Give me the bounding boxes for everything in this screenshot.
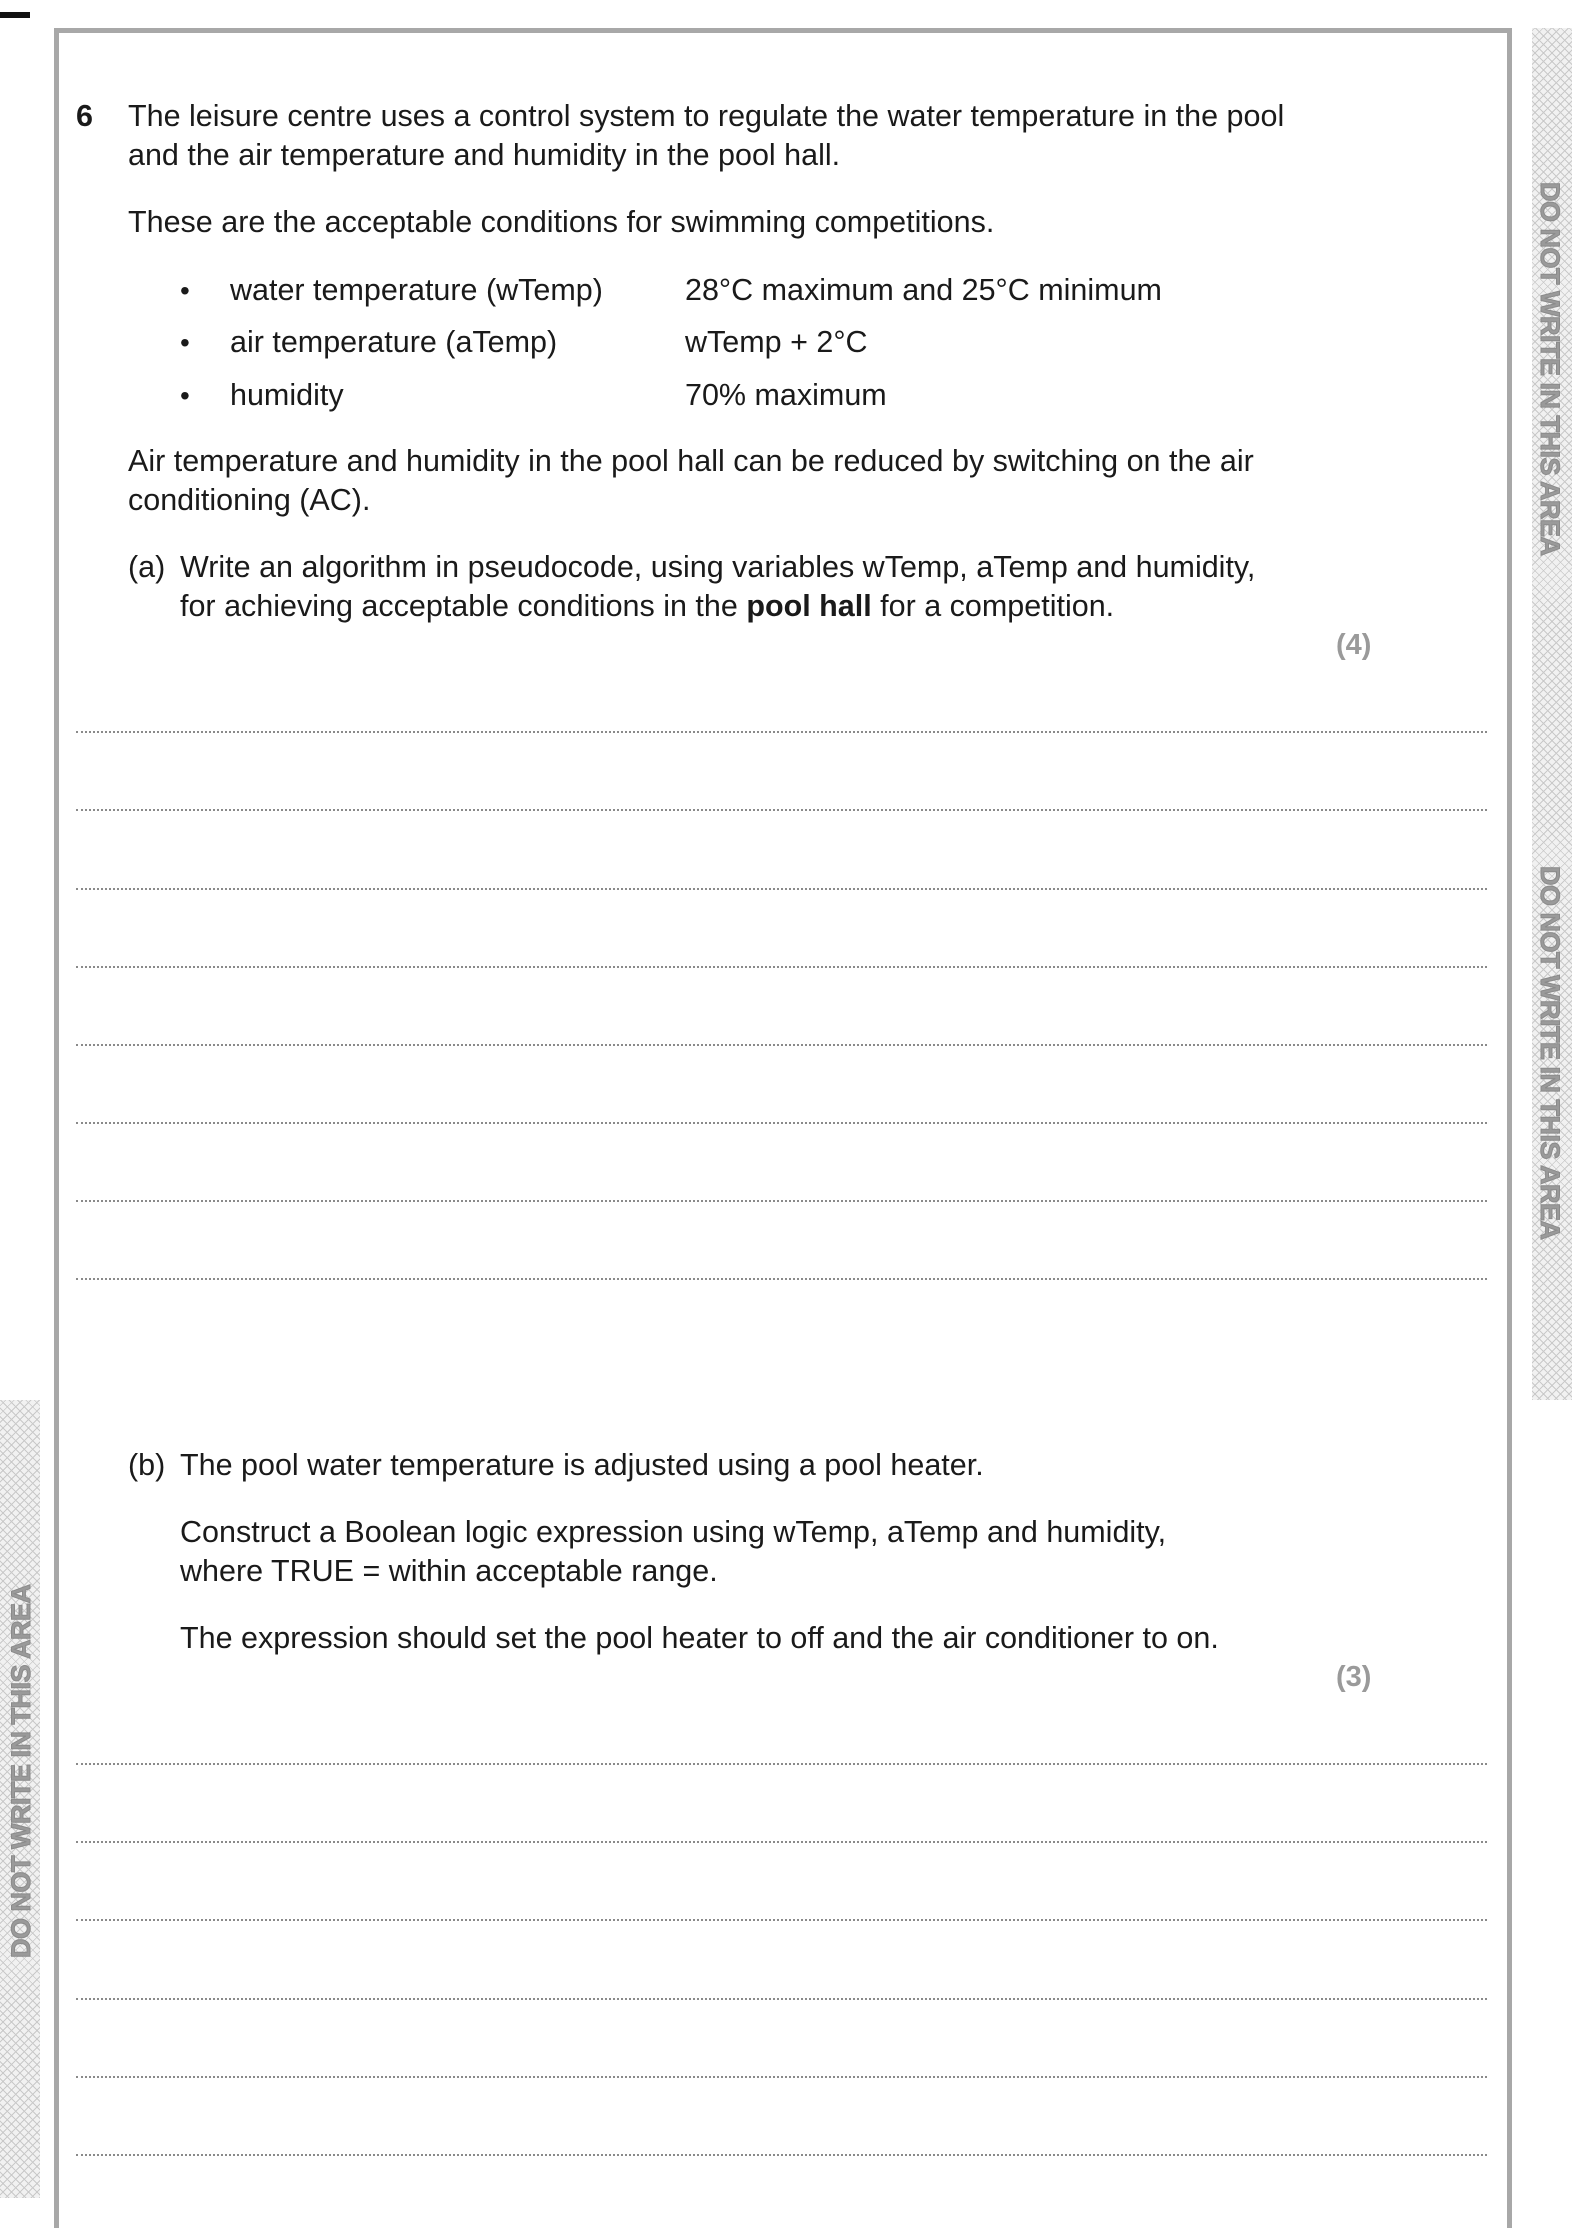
answer-line-a2[interactable] bbox=[76, 809, 1487, 811]
answer-line-a3[interactable] bbox=[76, 888, 1487, 890]
answer-line-a4[interactable] bbox=[76, 966, 1487, 968]
bullet-2: • bbox=[180, 327, 190, 358]
part-b-line4: The expression should set the pool heater to off and the air conditioner to on. bbox=[180, 1621, 1219, 1655]
part-b-line3: where TRUE = within acceptable range. bbox=[180, 1554, 718, 1588]
answer-line-a8[interactable] bbox=[76, 1278, 1487, 1280]
ac-line1: Air temperature and humidity in the pool hall can be reduced by switching on the air bbox=[128, 444, 1254, 478]
answer-line-b4[interactable] bbox=[76, 1998, 1487, 2000]
answer-line-b2[interactable] bbox=[76, 1841, 1487, 1843]
part-a-line1: Write an algorithm in pseudocode, using variables wTemp, aTemp and humidity, bbox=[180, 550, 1256, 584]
question-number: 6 bbox=[76, 99, 93, 133]
condition-value-3: 70% maximum bbox=[685, 378, 887, 412]
question-intro-line1: The leisure centre uses a control system to regulate the water temperature in the pool bbox=[128, 99, 1285, 133]
registration-mark bbox=[0, 12, 30, 18]
margin-notice-right-top: DO NOT WRITE IN THIS AREA bbox=[1535, 182, 1565, 556]
part-a-label: (a) bbox=[128, 550, 166, 584]
answer-line-b6[interactable] bbox=[76, 2154, 1487, 2156]
condition-label-1: water temperature (wTemp) bbox=[230, 273, 603, 307]
conditions-intro: These are the acceptable conditions for swimming competitions. bbox=[128, 205, 995, 239]
condition-value-1: 28°C maximum and 25°C minimum bbox=[685, 273, 1162, 307]
part-b-marks: (3) bbox=[1336, 1661, 1372, 1693]
part-a-line2 bbox=[180, 587, 1114, 626]
answer-line-a5[interactable] bbox=[76, 1044, 1487, 1046]
condition-label-3: humidity bbox=[230, 378, 344, 412]
margin-notice-right-bottom: DO NOT WRITE IN THIS AREA bbox=[1535, 866, 1565, 1240]
part-a-marks: (4) bbox=[1336, 629, 1372, 661]
question-intro-line2: and the air temperature and humidity in the pool hall. bbox=[128, 138, 841, 172]
part-a-line2-end: for a competition. bbox=[871, 589, 1115, 623]
margin-notice-left: DO NOT WRITE IN THIS AREA bbox=[6, 1584, 36, 1958]
bullet-3: • bbox=[180, 380, 190, 411]
part-b-line1: The pool water temperature is adjusted using a pool heater. bbox=[180, 1448, 984, 1482]
answer-line-b5[interactable] bbox=[76, 2076, 1487, 2078]
answer-line-a6[interactable] bbox=[76, 1122, 1487, 1124]
answer-line-b1[interactable] bbox=[76, 1763, 1487, 1765]
bullet-1: • bbox=[180, 275, 190, 306]
part-a-line2-start: for achieving acceptable conditions in the bbox=[180, 589, 747, 623]
answer-line-a7[interactable] bbox=[76, 1200, 1487, 1202]
part-b-line2: Construct a Boolean logic expression using wTemp, aTemp and humidity, bbox=[180, 1515, 1167, 1549]
ac-line2: conditioning (AC). bbox=[128, 483, 371, 517]
part-b-label: (b) bbox=[128, 1448, 166, 1482]
condition-value-2: wTemp + 2°C bbox=[685, 325, 868, 359]
answer-line-b3[interactable] bbox=[76, 1919, 1487, 1921]
condition-label-2: air temperature (aTemp) bbox=[230, 325, 558, 359]
part-a-line2-bold: pool hall bbox=[746, 589, 872, 623]
answer-line-a1[interactable] bbox=[76, 731, 1487, 733]
